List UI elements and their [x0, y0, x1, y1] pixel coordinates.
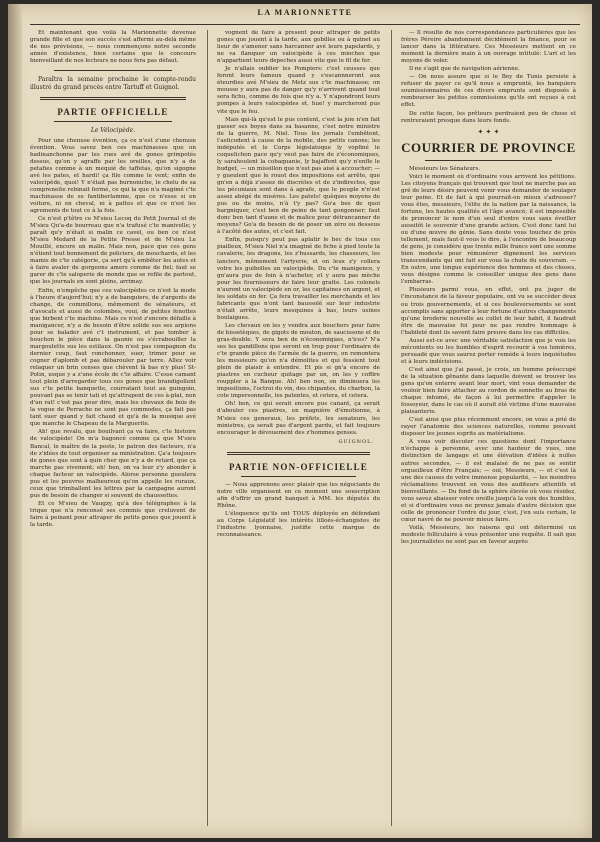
article-paragraph: Enfin, n'empêche que ces valocipèdes ce n'est la mode à l'heure d'aujord'hui; n'y a de banquiers, de z'argents de change, de commillons, mêmement de sénateurs, et d'avocats et aussi de colombes, voui, de petites fenottes que birbent c'te machine. Mais ce n'est z'encore défaille à manigancer, n'y a de besoin d'être solide sus ses arpions pour se balader avé c't instrument, et pas tomber à bouchon le pièce dans la gaunie ou s'écrabouiller la margoulette sus les estilaux. On n'est pas compagnon du dernier coup, faut ronchonner, suer, trimer pour se cogner d'aplomb et pas débarouler par terre. Allez voir relaquer un brin censes que chèvent là bas n'y plus! St-Potin, usque y a z'une école de c'te affaire. C'esse camant tout plein d'arregarder tous ces gones que brandigollent sus c'te petite banquette, courratant tout au guingoin, pouvant pas se tenir tati et qu'attrapent de ces à-plat, non d'un rat! c'est pas pour dire, mais les chevaux de bois de la vogue de Perrache ne sont pas commodes, ça fait pas tant suer quand y fait chaud et qu'à de la musique avé que manche le Chapeau de la Marguerite. [30, 287, 196, 428]
article-paragraph: Ah! que revalu, que bouilvant ça va faire, c'le histoire de valocipède! On m'a bagoncé comme ça que M'sieu Bancal, le maître de la poste, le patron des facteurs, n'a de z'idées de tout organiser sa ministration. Ça'a toujours de gones que sont à quin cher que n'y a de retard, que ça marche pas vivement; eh! ben, on va leur z'y abonder à chaque facteur un valocipède. Alorse personne gueulera pus et les pouvres malheureux qu'on appelle les ruraux, ceux que trimballent les lettres par la campagne auront pus de besoin de changer si souvent de chaussettes. [30, 429, 196, 499]
double-separator [40, 97, 186, 100]
letter-paragraph: Voilà, Messieurs, les raisons qui ont déterminé un modeste folliculaire à vous présenter une requête. Il sait que les journalistes ne sont pas en faveur auprès [401, 524, 576, 546]
news-paragraph: — Il résulte de nos correspondances particulières que les frères Péreire abandonnent décidément la finance, pour se lancer dans la littérature. Ces Messieurs mettent en ce moment la dernière main à un ouvrage intitulé: L'art et les moyens de voler. [401, 30, 576, 65]
news-paragraph: De cette façon, les prêteurs perdraient peu de chose et rentreraient presque dans leurs fonds. [401, 110, 576, 124]
section-title-courrier: COURRIER DE PROVINCE [401, 139, 576, 155]
page-spine [8, 4, 22, 838]
article-paragraph: Oh! ben, ce qui serait encore pus canant, ça serait d'abouler ces piastres, en magnière d'émotionne, à M'sieu ces generaux, les préfets, les senateurs, les ministres, ça serait pas d'argent pardu, et fait toujours encourager le dévouement des z'hommes genses. [217, 401, 380, 436]
masthead-title: LA MARIONNETTE [30, 8, 580, 25]
column-2 [217, 30, 380, 826]
signature: GUIGNOL. [338, 438, 374, 445]
separator [54, 70, 172, 71]
article-paragraph: Les chevaux on les y vendra aux bouchers pour faire de bissetèques, de gigots de mouton, de saucissons et de gras-double. Y sera ben de n'économiques, n'ices? N'a ses les gandillons que seront en trop pour l'ordinaire de c'te grande pièce de l'armée de la guerre, on remontera les messieurs qu'on n'a démolites et qui fessient tout plein de plaisir à entendre. Et pis si gn'a encore de piastres en cucheur quitage par un, on les y coffire rouppler à la Banque. Ah! ben non, on diminuera les impositions, l'octroi du vin, des chipantes, du charbon, la cote impersonnelle, les patentes, et cetera, et cetera. [217, 322, 380, 400]
ornament-divider: ✦ ✦ ✦ [477, 127, 500, 136]
article-paragraph: Pour une chenuse évention, ça ce n'est z'une chenuse évention. Vous savez ben ces machinasses que on badinanchonne par les rues avé de gones grimpotés dessus, qu'on y agraffe par les oreilles, que n'y a de petafies comme à un mequié de taffetas, qu'on sigogne avé les pates, et hardi! ça file comme le vent; enfin de valocipède, quoi! Y n'était pas burnoniche, le chelu de sa compreneite rebinait fermé, ce qui la que n'a magimé c'te machinasse de se fantiberlamme, que ce n'esse si en voiture, ni en cheval, ni à pattes et que ce n'est les agrements de tout ce à la fois. [30, 137, 196, 214]
column-3 [401, 30, 576, 826]
article-subtitle: Le Vélocipède. [90, 127, 136, 135]
salutation: Messieurs les Sénateurs. [409, 165, 481, 172]
column-rule-2 [391, 30, 392, 826]
article-paragraph: Je n'allais oublier les Pompiers: c'est ceusses que feront leurs fameux quand y s'escannneront aux éteurdies avé M'sieu de Metz sus c'te machinasse; on mousse y aura pas de danger qu'y n'arrivent quand tout sera fichu, comme de fois que n'y a. Y n'apondront leurs pompes à leurs valocipèdes et, hue! y marcheront pus vite que le feu. [217, 66, 380, 115]
separator [241, 476, 356, 477]
column-rule-1 [207, 30, 208, 826]
article-paragraph: Enfin, puisqu'y peut pas aplatir le bec de tous ces piailleux, M'sieu Niel n'a imaginé de fiche à pied toute la cavalerie, les dragons, les z'hussards, les chasseurs, les lanciers, mêmement l'artyerie, et on leux z'y collera votre les guibolles un valocipède. Du c'te manigence, y gn'aura pus de foin à n'acheter, et y aura pas mèche pour les fournisseurs de faire leur gratte. Les colonels n'auront un valocipède en or, les capitaines en argent, et les soldats en fer. Ça fera travailler les merchands et les fabricants que n'ont tant baussolé sur leur industrie n'était arrête, leurs mesquines à bas, leurs usines boulaigues. [217, 237, 380, 321]
article-paragraph: Mais qui-là qu'est le pus content, c'est la joie n'en fait gasser ses boyes dans sa basanne, c'est notre ministre de la guerre, M. Niel. Tous les jornals l'embêtent, l'asticodent à cause de la mobile, des petits canons; les indéputés et le Corps législatoque ly vopfiné le coquelichon pace qu'y veut pas faire de z'économiques, ly sarahoulent la cobaquanie, ly bajaffent qu'y n'enfle le budget, — un missillon que n'est pas aisé à accoucher; — y gueulent que le rouot des impositions est arrête, que gn'en a déjà z'assez de discrètes et de z'indirectes, que les pécuniaux sont dans à agrafe, que le peuple n'n'est assez abégé de misères. Les patets! quèques moyens de pus ou de moins, n'à t'y pas? Go'a bes de quoi bargniquer, c'est ben de peine de tant gongonner; faut donc ben tant d'aune et de malice pour détrancanner de moyens? Go'a de besoin de de poser un zéro ou desseus à l'acôté des autes, et c'est fait. [217, 116, 380, 236]
section-title-officielle: PARTIE OFFICIELLE [57, 107, 169, 118]
double-separator [227, 452, 370, 455]
column-1 [30, 30, 196, 826]
notice-paragraph: Paraîtra la semaine prochaine le compte-rendu illustré du grand procès entre Tartuff et Guignol. [30, 76, 196, 91]
intro-paragraph: Et maintenant que voilà la Marionnette devenue grande fille et que son succès s'est affermi au-delà même de nos prévisions, — nous commençons notre seconde année d'existence, bien certains que le concours bienveillant de nos lecteurs ne nous fera pas défaut. [30, 30, 196, 65]
letter-paragraph: C'est ainsi que j'ai passé, je crois, un homme préoccupé de la situation gênante dans laquelle doivent se trouver les gens qu'on enterre avant leur mort, vint vous demander de vouloir bien faire attacher au cordon de sonnette au bras de chaque inhumé, de façon à lui permettre d'appeler le fossoyeur, dans le cas où il aurait été victime d'une mauvaise plaisanterie. [401, 366, 576, 416]
article-paragraph: Et ce M'sieu de Vaugzy, qu'à des télégraphes à la trique que n'a renconsé ses commis que creluvent de faire à peinant pour attraper de petits gones que jouent à la tarde. [30, 500, 196, 529]
letter-paragraph: Aussi est-ce avec une véritable satisfaction que je vois les mécontents ou les humbles d'esprit recourir à vos lumières, persuadé que vous saurez porter remède à leurs inquiétudes et à leurs indécisions. [401, 337, 576, 365]
separator [54, 121, 172, 122]
news-paragraph: — On nous assure que si le Bey de Tunis persiste à refuser de payer ce qu'il nous a emprunté, les banquiers soumissionnaires de ces divers emprunts sont disposés à rembourser les petites commissions qu'ils ont reçues à cet effet. [401, 74, 576, 109]
article-paragraph: vognent de faire à present pour attraper de petits gones que jouent à la tarde, aux gobilles ou à quinet au lieur de s'amener sans barcanner avé leurs papelards, y ne va flanquer un valocipède à ces mioches que n'appartient leurs depeches aussi vite que le fil de fer. [217, 30, 380, 65]
letter-paragraph: Plusieurs parmi vous, en effet, ont pu juger de l'inconstance de la faveur populaire, ont vu se succéder deux ou trois gouvernements, et si ces bouleversements se sont accomplis sans apporter à leur fortune d'autres changements qu'une broderie nouvelle au collet de leur habit, il faudrait être de mauvaise foi pour ne pas rendre hommage à l'habileté dont ils savent faire preuve dans les cas difficiles. [401, 287, 576, 336]
separator [425, 160, 552, 161]
newspaper-page [8, 4, 592, 838]
section-title-non-officielle: PARTIE NON-OFFICIELLE [229, 461, 368, 472]
news-paragraph: — Nous apprenons avec plaisir que les négociants de notre ville organisent en ce moment une souscription afin d'offrir un grand banquet à MM. les députés du Rhône. [217, 481, 380, 509]
letter-paragraph: C'est ainsi que plus récemment encore, on vous a prié de rayer l'anatomie des sciences naturelles, comme pouvant disposer les jeunes esprits au matérialisme. [401, 417, 576, 438]
news-paragraph: Il ne s'agit que de navigation aérienne. [409, 66, 520, 73]
article-paragraph: Ce n'est p'têtre ce M'sieu Lecoq du Petit Journal et de M'sieu Qu'a-de bourreau que n'a trafusé c'te manivelle; y paraît qu'y n'était si malin ce cavel, ou ben ce n'est M'sieu Medard de la Petite Presse et de M'sieu Le Mouillé, encore un malin. Mais non, pace que ces gens n'étient tout bonnement de policiers, de mouchards, et les mamis de c'te catégorie, ça sert qu'à embêter les autes et à faire avaler de gorgeons amers comme de fiel; faut se garer de c'te saloperie de monde que se refile de partout, que les journals en sont pleins, arrimay. [30, 216, 196, 286]
letter-paragraph: A vous voir discuter ces questions dont l'importance n'échappe à personne, avec une hauteur de vues, une distinction de langage et une élévation d'idées à nulles autres secondes, — il est malaisé de ne pas se sentir orgueilleux d'être Français; — oui, Messieurs, — et c'est là une des causes de votre immense popularité, — les moindres réclamations trouvent en vous des auditeurs attentifs et bienveillants. — Du fond de la sphère élevée où vous résidez, vous savez abaisser votre oreille jusqu'à la voix des humbles, et si d'ordinaire vous ne prenez jamais d'autre décision que celle de prononcer l'ordre du jour, c'est, j'en suis certain, le cœur navré de ne pouvoir mieux faire. [401, 439, 576, 523]
news-paragraph: L'éloquence qu'ils ont TOUS déployée en défendant au Corps Législatif les intérêts lilloés-échangistes de l'industrie lyonnaise, justifie cette marque de reconnaissance. [217, 510, 380, 539]
letter-paragraph: Voici le moment où d'ordinaire vous arrivent les pétitions. Les citoyens français qui trouvent que tout ne marche pas au gré de leurs désirs peuvent venir vous demander de soulager leur peine. Et de fait à qui pourrait-on mieux s'adresser? vous êtes, messieurs, l'élite de la nation par la naissance, la fortune, les hautes qualités et l'âge avancé; il est impossible de prononcer le nom d'un seul d'entre vous sans éveiller aussitôt le souvenir d'une grande action. C'est donc tant lui ou d'une œuvre de génie. Sans doute vous touchez de près tellement, mais faut-il vous le dire, à l'encontre de beaucoup de gens, je considère que trente mille francs sont une somme bien modeste pour rémunérer dignement les services transcendants qui ont fait sur vous la chute du souverain. — En outre, une longue expérience des hommes et des choses, vous désigne comme le conseiller unique des gens dans l'embarras. [401, 173, 576, 286]
